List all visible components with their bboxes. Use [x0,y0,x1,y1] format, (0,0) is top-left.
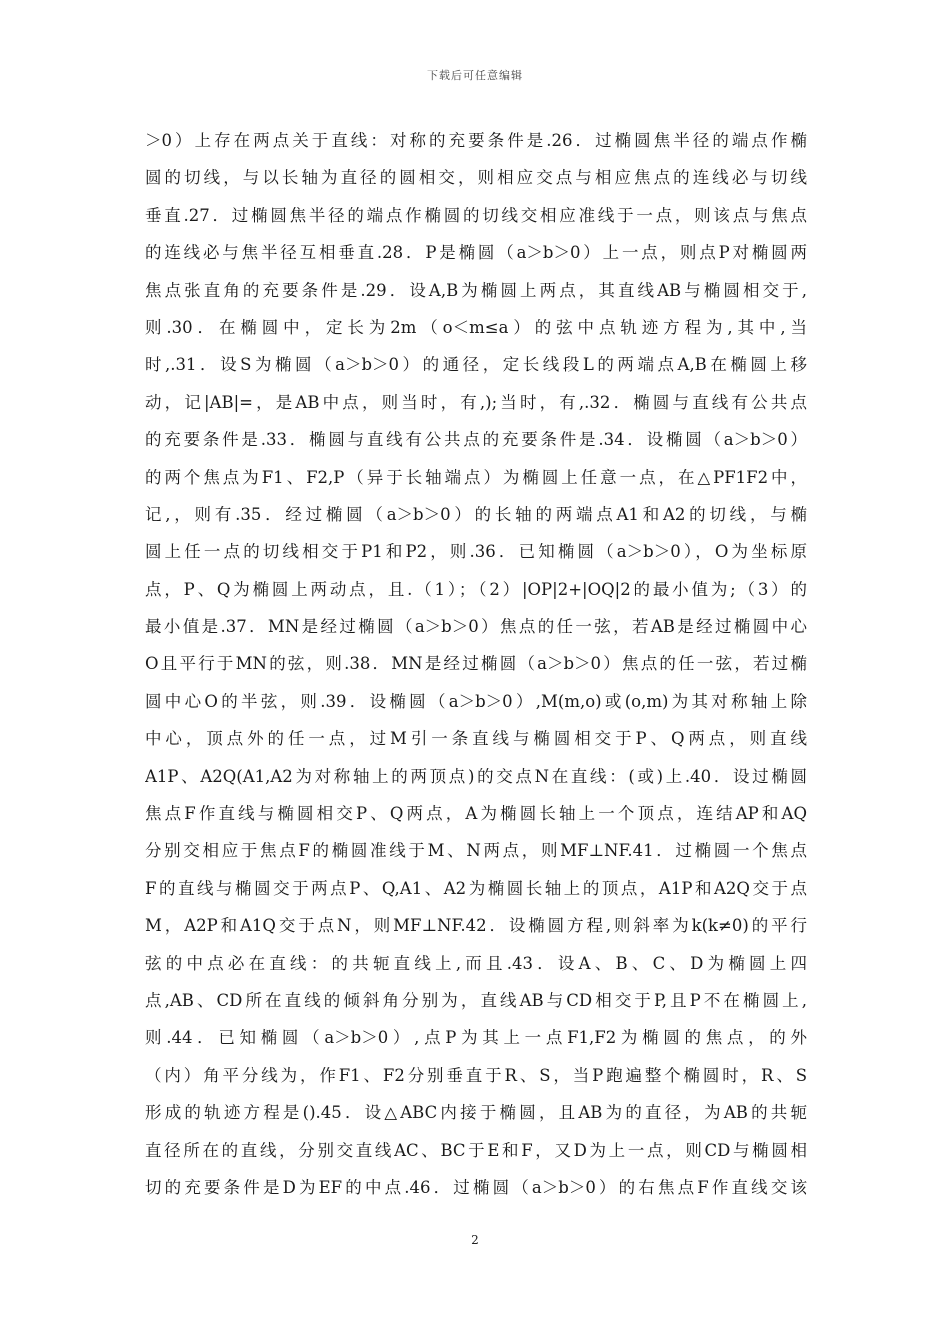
text-line: 圆中心O的半弦，则.39．设椭圆（a＞b＞0）,M(m,o)或(o,m)为其对称轴上除 [145,691,807,711]
text-line: F的直线与椭圆交于两点P、Q,A1、A2为椭圆长轴上的顶点，A1P和A2Q交于点 [145,878,807,898]
text-line: 弦的中点必在直线：的共轭直线上,而且.43．设A、B、C、D为椭圆上四 [145,953,807,973]
text-line: 切的充要条件是D为EF的中点.46．过椭圆（a＞b＞0）的右焦点F作直线交该 [145,1177,807,1197]
text-line: 动，记|AB|=，是AB中点，则当时，有,);当时，有,.32．椭圆与直线有公共点 [145,392,807,412]
text-line: 直径所在的直线，分别交直线AC、BC于E和F，又D为上一点，则CD与椭圆相 [145,1140,807,1160]
text-line: 则.44．已知椭圆（a＞b＞0）,点P为其上一点F1,F2为椭圆的焦点，的外 [145,1028,807,1048]
text-line: 中心，顶点外的任一点，过M引一条直线与椭圆相交于P、Q两点，则直线 [145,729,807,749]
text-line: 圆上任一点的切线相交于P1和P2，则.36．已知椭圆（a＞b＞0），O为坐标原 [145,542,807,562]
text-line: 时,.31．设S为椭圆（a＞b＞0）的通径，定长线段L的两端点A,B在椭圆上移 [145,355,807,375]
text-line: 圆的切线，与以长轴为直径的圆相交，则相应交点与相应焦点的连线必与切线 [145,168,807,188]
text-line: 点，P、Q为椭圆上两动点，且.（1）；（2）|OP|2+|OQ|2的最小值为;（3）的 [145,579,807,599]
text-line: 最小值是.37．MN是经过椭圆（a＞b＞0）焦点的任一弦，若AB是经过椭圆中心 [145,617,807,637]
text-line: 焦点F作直线与椭圆相交P、Q两点，A为椭圆长轴上一个顶点，连结AP和AQ [145,804,807,824]
page-number: 2 [471,1233,479,1247]
text-line: M，A2P和A1Q交于点N，则MF⊥NF.42．设椭圆方程,则斜率为k(k≠0)的平行 [145,916,807,936]
text-line: 焦点张直角的充要条件是.29．设A,B为椭圆上两点，其直线AB与椭圆相交于, [145,280,807,300]
text-line: 记,，则有.35．经过椭圆（a＞b＞0）的长轴的两端点A1和A2的切线，与椭 [145,504,807,524]
text-line: 的两个焦点为F1、F2,P（异于长轴端点）为椭圆上任意一点，在△PF1F2中， [145,467,807,487]
text-line: 垂直.27．过椭圆焦半径的端点作椭圆的切线交相应准线于一点，则该点与焦点 [145,205,807,225]
text-line: ＞0）上存在两点关于直线：对称的充要条件是.26．过椭圆焦半径的端点作椭 [145,131,807,150]
text-line: 的连线必与焦半径互相垂直.28．P是椭圆（a＞b＞0）上一点，则点P对椭圆两 [145,243,807,263]
page-header: 下载后可任意编辑 [427,69,523,82]
text-line: 的充要条件是.33．椭圆与直线有公共点的充要条件是.34．设椭圆（a＞b＞0） [145,430,807,450]
text-line: 形成的轨迹方程是().45．设△ABC内接于椭圆，且AB为的直径，为AB的共轭 [145,1103,807,1123]
text-line: （内）角平分线为，作F1、F2分别垂直于R、S，当P跑遍整个椭圆时，R、S [145,1065,807,1085]
text-line: O且平行于MN的弦，则.38．MN是经过椭圆（a＞b＞0）焦点的任一弦，若过椭 [145,654,807,674]
text-line: A1P、A2Q(A1,A2为对称轴上的两顶点)的交点N在直线：(或)上.40．设过椭圆 [145,766,807,786]
text-line: 分别交相应于焦点F的椭圆准线于M、N两点，则MF⊥NF.41．过椭圆一个焦点 [145,841,807,861]
document-body [145,122,807,1206]
text-line: 点,AB、CD所在直线的倾斜角分别为，直线AB与CD相交于P,且P不在椭圆上, [145,990,807,1010]
text-line: 则.30．在椭圆中，定长为2m（o＜m≤a）的弦中点轨迹方程为,其中,当 [145,317,807,337]
